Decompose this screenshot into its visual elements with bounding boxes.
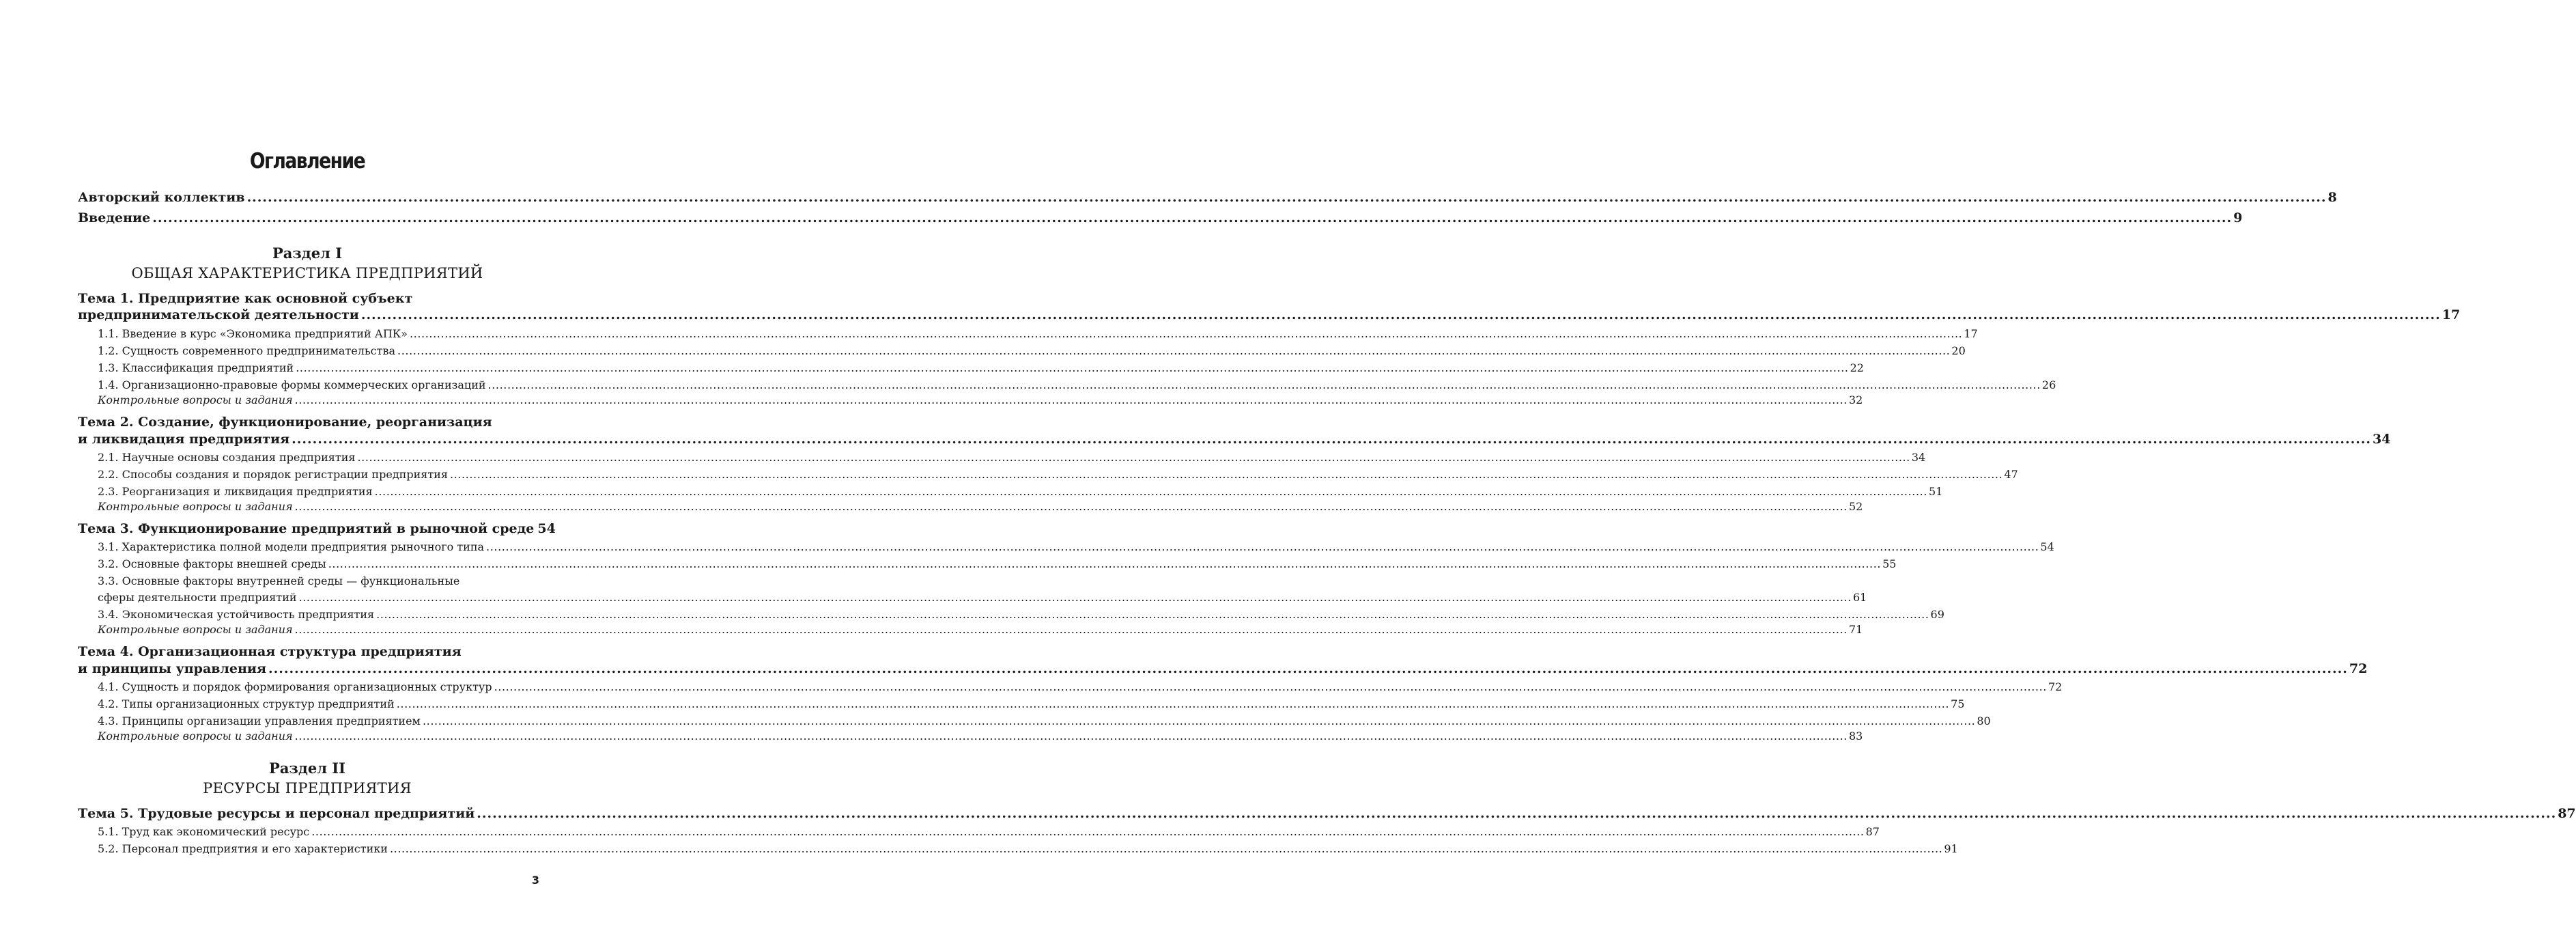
toc-theme <box>78 660 2368 676</box>
toc-questions-page: 52 <box>1848 500 1863 513</box>
toc-subentry-page: 80 <box>1977 714 1991 727</box>
toc-subentry-page: 75 <box>1951 697 1965 710</box>
dot-leader: ................................................................................................................................................................................................................................................................................................................................................................................................................ <box>374 485 1928 498</box>
toc-subentry <box>98 341 1966 357</box>
toc-subentry-title: 1.3. Классификация предприятий <box>98 361 294 374</box>
toc-theme <box>78 520 556 536</box>
section-number: Раздел I <box>272 245 343 262</box>
toc-theme-line <box>78 643 537 659</box>
toc-subentry <box>98 447 1926 464</box>
toc-subentry-page: 34 <box>1911 451 1926 464</box>
toc-subentry-title: 3.4. Экономическая устойчивость предприятия <box>98 608 375 621</box>
toc-subentry-page: 91 <box>1944 842 1958 855</box>
dot-leader: ................................................................................................................................................................................................................................................................................................................................................................................................................ <box>396 697 1950 710</box>
toc-theme-title: и ликвидация предприятия <box>78 432 290 447</box>
dot-leader: ................................................................................................................................................................................................................................................................................................................................................................................................................ <box>397 344 1951 357</box>
toc-subentry <box>98 324 1978 340</box>
dot-leader: ................................................................................................................................................................................................................................................................................................................................................................................................................ <box>328 557 1882 570</box>
toc-subentry-title: 1.4. Организационно-правовые формы коммерческих организаций <box>98 378 486 391</box>
dot-leader: ................................................................................................................................................................................................................................................................................................................................................................................................................ <box>389 842 1943 855</box>
toc-entry-page: 9 <box>2233 210 2243 225</box>
dot-leader: ................................................................................................................................................................................................................................................................................................................................................................................................................ <box>296 361 1849 374</box>
toc-theme-title: Тема 3. Функционирование предприятий в рыночной среде <box>78 521 535 536</box>
toc-theme-title: Тема 5. Трудовые ресурсы и персонал предприятий <box>78 806 475 821</box>
toc-theme-line <box>78 290 537 306</box>
dot-leader: ................................................................................................................................................................................................................................................................................................................................................................................................................ <box>294 623 1848 636</box>
toc-theme-line-text: Тема 2. Создание, функционирование, реорганизация <box>78 415 492 430</box>
dot-leader: ................................................................................................................................................................................................................................................................................................................................................................................................................ <box>357 451 1910 464</box>
toc-subentry-title: 2.1. Научные основы создания предприятия <box>98 451 356 464</box>
toc-subentry <box>98 554 1897 570</box>
toc-subentry-title: 2.2. Способы создания и порядок регистрации предприятия <box>98 468 448 481</box>
toc-questions-page: 83 <box>1848 730 1863 742</box>
page-number: 3 <box>531 874 539 887</box>
dot-leader: ................................................................................................................................................................................................................................................................................................................................................................................................................ <box>477 806 2557 821</box>
toc-subentry-title: сферы деятельности предприятий <box>98 591 297 604</box>
toc-questions-page: 32 <box>1848 393 1863 406</box>
toc-subentry <box>98 375 2056 391</box>
dot-leader: ................................................................................................................................................................................................................................................................................................................................................................................................................ <box>292 432 2372 447</box>
toc-subentry-page: 72 <box>2048 680 2063 693</box>
toc-subentry <box>98 605 1944 621</box>
toc-questions <box>98 726 1863 742</box>
toc-subentry-page: 22 <box>1850 361 1864 374</box>
toc-subentry <box>98 587 1867 604</box>
toc-theme-title: и принципы управления <box>78 661 266 676</box>
toc-subentry-title: 1.1. Введение в курс «Экономика предприятий АПК» <box>98 327 408 340</box>
section-number: Раздел II <box>269 760 345 777</box>
toc-entry <box>78 189 2337 205</box>
dot-leader: ................................................................................................................................................................................................................................................................................................................................................................................................................ <box>494 680 2047 693</box>
toc-subentry <box>98 464 2018 481</box>
dot-leader: ................................................................................................................................................................................................................................................................................................................................................................................................................ <box>311 825 1865 838</box>
toc-questions-title: Контрольные вопросы и задания <box>98 393 293 406</box>
toc-questions-page: 71 <box>1848 623 1863 636</box>
toc-subentry-title: 3.1. Характеристика полной модели предприятия рыночного типа <box>98 540 485 553</box>
dot-leader: ................................................................................................................................................................................................................................................................................................................................................................................................................ <box>376 608 1929 621</box>
toc-subentry-title: 5.2. Персонал предприятия и его характеристики <box>98 842 388 855</box>
toc-theme <box>78 306 2461 322</box>
toc-questions <box>98 497 1863 513</box>
toc-entry-title: Авторский коллектив <box>78 190 245 205</box>
toc-subentry <box>98 482 1943 498</box>
toc-entry <box>78 209 2243 225</box>
page-title: Оглавление <box>249 149 365 173</box>
toc-subentry <box>98 711 1991 727</box>
dot-leader: ................................................................................................................................................................................................................................................................................................................................................................................................................ <box>487 378 2041 391</box>
toc-theme-line-text: Тема 1. Предприятие как основной субъект <box>78 291 413 306</box>
dot-leader: ................................................................................................................................................................................................................................................................................................................................................................................................................ <box>294 730 1848 742</box>
toc-subentry <box>98 694 1965 710</box>
section-title: РЕСУРСЫ ПРЕДПРИЯТИЯ <box>203 780 412 796</box>
dot-leader: ................................................................................................................................................................................................................................................................................................................................................................................................................ <box>298 591 1852 604</box>
toc-questions <box>98 620 1863 636</box>
toc-theme-page: 72 <box>2349 661 2368 676</box>
dot-leader: ................................................................................................................................................................................................................................................................................................................................................................................................................ <box>409 327 1963 340</box>
toc-subentry-page: 54 <box>2040 540 2054 553</box>
toc-subentry-page: 17 <box>1964 327 1978 340</box>
toc-theme-title: предпринимательской деятельности <box>78 307 359 322</box>
toc-subentry-page: 87 <box>1865 825 1880 838</box>
toc-subentry <box>98 839 1958 855</box>
toc-entry-page: 8 <box>2327 190 2337 205</box>
dot-leader: ................................................................................................................................................................................................................................................................................................................................................................................................................ <box>246 190 2327 205</box>
toc-subentry-title: 2.3. Реорганизация и ликвидация предприятия <box>98 485 373 498</box>
toc-subentry <box>98 537 2054 553</box>
dot-leader: ................................................................................................................................................................................................................................................................................................................................................................................................................ <box>152 210 2233 225</box>
toc-theme-line-text: Тема 4. Организационная структура предприятия <box>78 644 462 659</box>
toc-theme-line <box>78 413 537 430</box>
toc-subentry-page: 55 <box>1882 557 1897 570</box>
toc-theme-page: 17 <box>2441 307 2461 322</box>
toc-subentry-line-text: 3.3. Основные факторы внутренней среды — функциональные <box>98 574 460 587</box>
toc-subentry-page: 26 <box>2041 378 2056 391</box>
toc-entry-title: Введение <box>78 210 151 225</box>
toc-subentry-page: 61 <box>1852 591 1867 604</box>
dot-leader: ................................................................................................................................................................................................................................................................................................................................................................................................................ <box>360 307 2441 322</box>
toc-subentry-title: 4.2. Типы организационных структур предприятий <box>98 697 395 710</box>
toc-subentry-title: 1.2. Сущность современного предпринимательства <box>98 344 396 357</box>
toc-questions-title: Контрольные вопросы и задания <box>98 500 293 513</box>
toc-questions-title: Контрольные вопросы и задания <box>98 623 293 636</box>
toc-subentry-title: 4.3. Принципы организации управления предприятием <box>98 714 421 727</box>
toc-subentry-page: 20 <box>1951 344 1966 357</box>
dot-leader: ................................................................................................................................................................................................................................................................................................................................................................................................................ <box>423 714 1976 727</box>
dot-leader: ................................................................................................................................................................................................................................................................................................................................................................................................................ <box>449 468 2003 481</box>
toc-subentry-page: 69 <box>1930 608 1944 621</box>
toc-theme <box>78 430 2391 447</box>
toc-subentry-title: 5.1. Труд как экономический ресурс <box>98 825 310 838</box>
toc-subentry-title: 3.2. Основные факторы внешней среды <box>98 557 326 570</box>
toc-theme-page: 87 <box>2558 806 2576 821</box>
toc-subentry-page: 51 <box>1929 485 1943 498</box>
toc-subentry <box>98 822 1880 838</box>
toc-subentry <box>98 358 1864 374</box>
dot-leader: ................................................................................................................................................................................................................................................................................................................................................................................................................ <box>294 393 1848 406</box>
section-title: ОБЩАЯ ХАРАКТЕРИСТИКА ПРЕДПРИЯТИЙ <box>131 265 483 281</box>
toc-theme-page: 34 <box>2373 432 2391 447</box>
toc-subentry-title: 4.1. Сущность и порядок формирования организационных структур <box>98 680 492 693</box>
toc-subentry-line <box>98 571 537 587</box>
toc-theme-page: 54 <box>537 521 556 536</box>
dot-leader: ................................................................................................................................................................................................................................................................................................................................................................................................................ <box>268 661 2348 676</box>
toc-subentry-page: 47 <box>2004 468 2018 481</box>
toc-theme <box>78 805 2576 821</box>
toc-questions <box>98 390 1863 406</box>
toc-questions-title: Контрольные вопросы и задания <box>98 730 293 742</box>
toc-subentry <box>98 677 2063 693</box>
dot-leader: ................................................................................................................................................................................................................................................................................................................................................................................................................ <box>294 500 1848 513</box>
dot-leader: ................................................................................................................................................................................................................................................................................................................................................................................................................ <box>486 540 2039 553</box>
